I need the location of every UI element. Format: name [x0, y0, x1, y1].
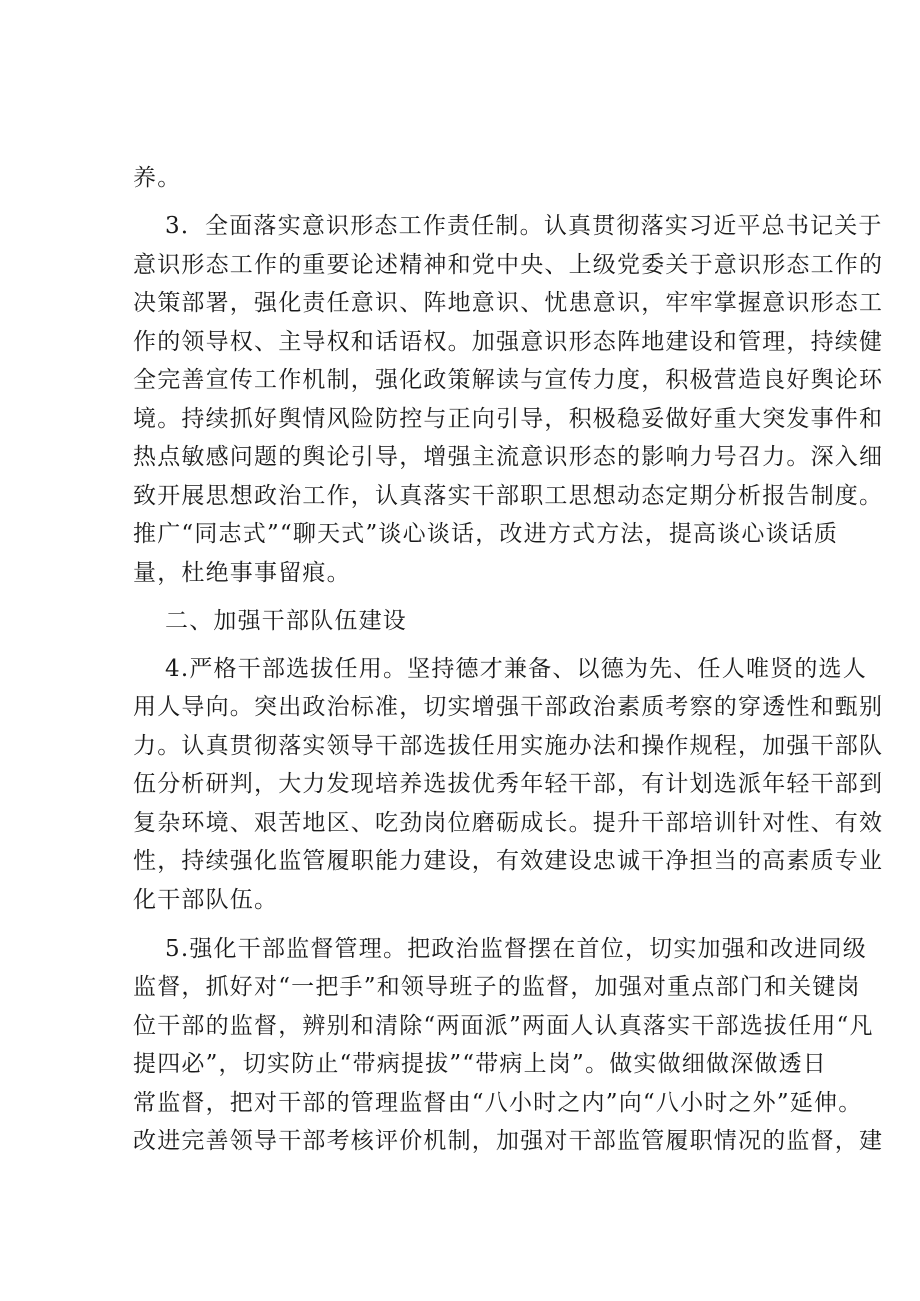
paragraph-3-line: 推广“同志式”“聊天式”谈心谈话，改进方式方法，提高谈心谈话质	[133, 521, 839, 547]
paragraph-3-line: 致开展思想政治工作，认真落实干部职工思想动态定期分析报告制度。	[133, 483, 884, 509]
paragraph-3-line: 热点敏感问题的舆论引导，增强主流意识形态的影响力号召力。深入细	[133, 444, 884, 470]
paragraph-5-line: 位干部的监督，辨别和清除“两面派”两面人认真落实干部选拔任用“凡	[133, 1013, 874, 1039]
paragraph-4-line: 伍分析研判，大力发现培养选拔优秀年轻干部，有计划选派年轻干部到	[133, 771, 884, 797]
paragraph-4-line: 性，持续强化监管履职能力建设，有效建设忠诚干净担当的高素质专业	[133, 848, 884, 874]
paragraph-3-line: 决策部署，强化责任意识、阵地意识、忧患意识，牢牢掌握意识形态工	[133, 290, 884, 316]
paragraph-3-line: 3．全面落实意识形态工作责任制。认真贯彻落实习近平总书记关于	[165, 213, 883, 239]
paragraph-5-line: 提四必”，切实防止“带病提拔”“带病上岗”。做实做细做深做透日	[133, 1051, 827, 1077]
paragraph-4-line: 4.严格干部选拔任用。坚持德才兼备、以德为先、任人唯贤的选人	[165, 656, 867, 682]
paragraph-3-line: 意识形态工作的重要论述精神和党中央、上级党委关于意识形态工作的	[133, 252, 884, 278]
paragraph-4-line: 用人导向。突出政治标准，切实增强干部政治素质考察的穿透性和甄别	[133, 694, 884, 720]
paragraph-4-line: 化干部队伍。	[133, 887, 279, 913]
section-heading: 二、加强干部队伍建设	[165, 608, 407, 634]
paragraph-5-line: 5.强化干部监督管理。把政治监督摆在首位，切实加强和改进同级	[165, 936, 867, 962]
paragraph-3-line: 境。持续抓好舆情风险防控与正向引导，积极稳妥做好重大突发事件和	[133, 406, 884, 432]
paragraph-5-line: 监督，抓好对“一把手”和领导班子的监督，加强对重点部门和关键岗	[133, 974, 861, 1000]
paragraph-3-line: 作的领导权、主导权和话语权。加强意识形态阵地建设和管理，持续健	[133, 329, 884, 355]
paragraph-4-line: 复杂环境、艰苦地区、吃劲岗位磨砺成长。提升干部培训针对性、有效	[133, 810, 884, 836]
text-line: 养。	[133, 165, 182, 191]
paragraph-3-line: 量，杜绝事事留痕。	[133, 560, 351, 586]
paragraph-3-line: 全完善宣传工作机制，强化政策解读与宣传力度，积极营造良好舆论环	[133, 367, 884, 393]
paragraph-4-line: 力。认真贯彻落实领导干部选拔任用实施办法和操作规程，加强干部队	[133, 733, 884, 759]
paragraph-5-line: 改进完善领导干部考核评价机制，加强对干部监管履职情况的监督，建	[133, 1128, 884, 1154]
paragraph-5-line: 常监督，把对干部的管理监督由“八小时之内”向“八小时之外”延伸。	[133, 1090, 863, 1116]
